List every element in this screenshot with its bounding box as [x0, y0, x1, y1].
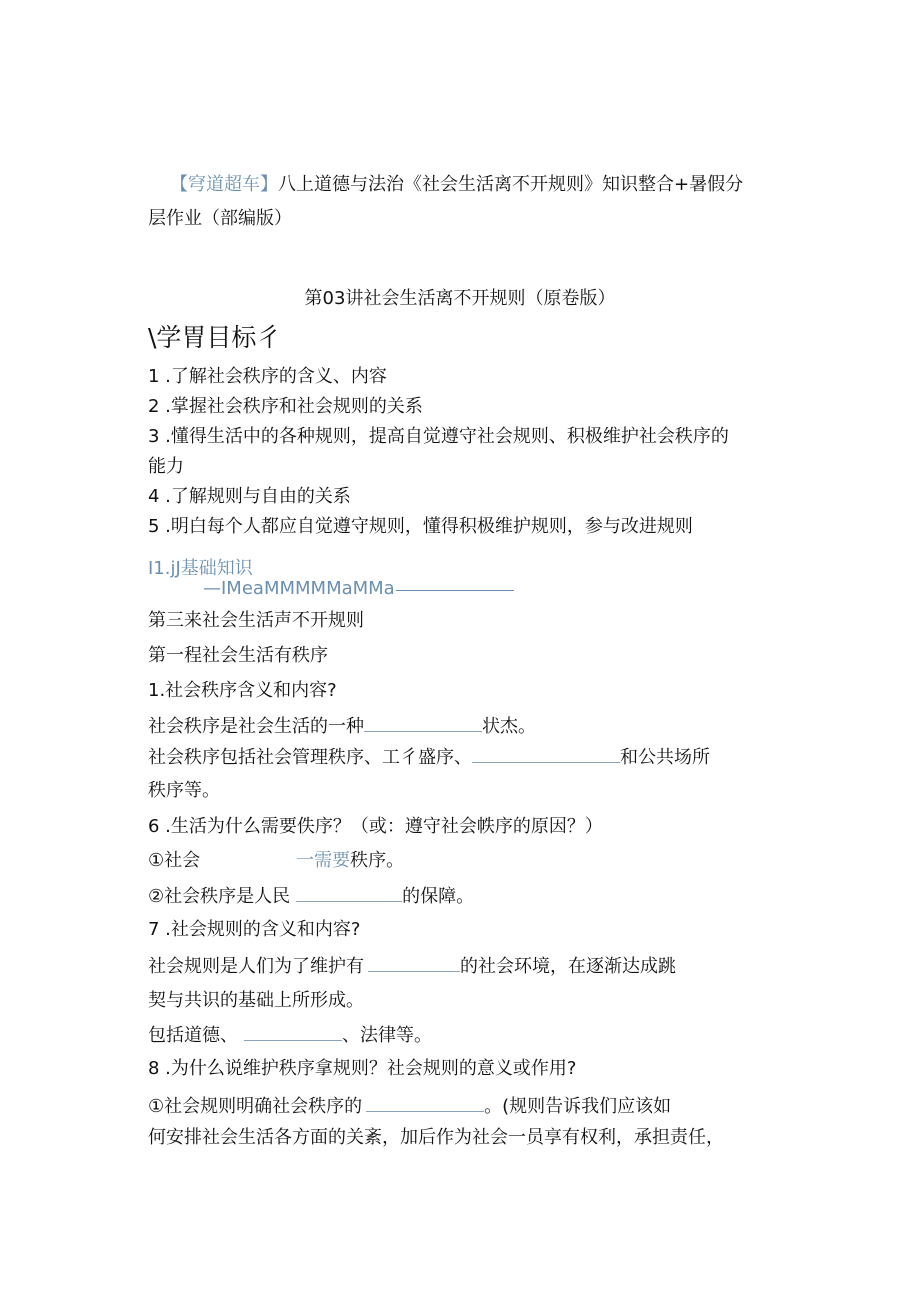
body-line [148, 883, 474, 910]
text-segment: 的社会环境，在逐渐达成跳 [460, 956, 676, 977]
question-heading: 8 .为什么说维护秩序拿规则？社会规则的意义或作用? [148, 1058, 577, 1079]
body-line [148, 1022, 432, 1049]
objective-item: 3 .懂得生活中的各种规则，提高自觉遵守社会规则、积极维护社会秩序的 [148, 426, 729, 447]
objective-item: 2 .掌握社会秩序和社会规则的关系 [148, 396, 423, 417]
text-segment: 社会秩序是社会生活的一种 [148, 716, 364, 737]
text-segment: 状杰。 [482, 716, 536, 737]
text-segment: 的保障。 [402, 886, 475, 907]
question-heading: 7 .社会规则的含义和内容? [148, 919, 361, 940]
objective-item-cont: 能力 [148, 456, 184, 477]
text-segment: ①社会规则明确社会秩序的 [148, 1096, 363, 1117]
doc-title-line1 [170, 172, 743, 198]
text-segment: 。(规则告诉我们应该如 [484, 1096, 672, 1117]
fill-blank[interactable] [368, 953, 460, 972]
text-segment: 包括道德、 [148, 1025, 238, 1046]
text-segment: 社会规则是人们为了维护有 [148, 956, 364, 977]
question-heading: 6 .生活为什么需要佚序？（或：遵守社会帙序的原因？） [148, 816, 603, 837]
banner-rule [396, 590, 514, 591]
body-line: 契与共识的基础上所形成。 [148, 990, 364, 1011]
body-line [148, 1093, 671, 1120]
title-text: 八上道德与法治《社会生活离不开规则》知识整合+暑假分 [278, 174, 744, 195]
text-segment: 秩序。 [350, 850, 405, 871]
basics-heading: I1.jJ基础知识 [148, 558, 253, 579]
objective-item: 5 .明白每个人都应自觉遵守规则，懂得积极维护规则，参与改进规则 [148, 516, 693, 537]
fill-blank[interactable] [244, 1022, 342, 1041]
lesson-title: 第一程社会生活有秩序 [148, 645, 328, 666]
objectives-heading: \学胃目标彳 [148, 323, 282, 352]
question-heading: 1.社会秩序含义和内容? [148, 680, 337, 701]
chapter-title: 第三来社会生活声不开规则 [148, 610, 364, 631]
text-segment: 社会秩序包括社会管理秩序、工彳盛序、 [148, 747, 472, 768]
text-segment: 、法律等。 [342, 1025, 432, 1046]
basics-banner [203, 576, 395, 602]
title-bracket: 【穹道超车】 [170, 174, 278, 195]
fill-blank[interactable] [296, 883, 402, 902]
body-line [148, 744, 710, 771]
body-line: 秩序等。 [148, 780, 220, 801]
text-segment: ①社会 [148, 850, 201, 871]
body-line [148, 713, 536, 740]
body-line [148, 848, 404, 874]
text-segment: ②社会秩序是人民 [148, 886, 291, 907]
body-line [148, 953, 676, 980]
objective-item: 1 .了解社会秩序的含义、内容 [148, 366, 387, 387]
filled-answer: 一需要 [296, 850, 351, 871]
text-segment: 和公共场所 [620, 747, 710, 768]
objective-item: 4 .了解规则与自由的关系 [148, 486, 351, 507]
fill-blank[interactable] [364, 713, 482, 732]
basics-banner-text: —IMeaMMMMMaMMa [203, 578, 395, 599]
body-line: 何安排社会生活各方面的关紊，加后作为社会一员享有权利，承担责任， [148, 1127, 724, 1148]
fill-blank[interactable] [472, 744, 620, 763]
doc-subtitle: 第03讲社会生活离不开规则（原卷版） [304, 288, 616, 309]
doc-title-line2: 层作业（部编版） [148, 208, 292, 229]
fill-blank[interactable] [366, 1093, 484, 1112]
